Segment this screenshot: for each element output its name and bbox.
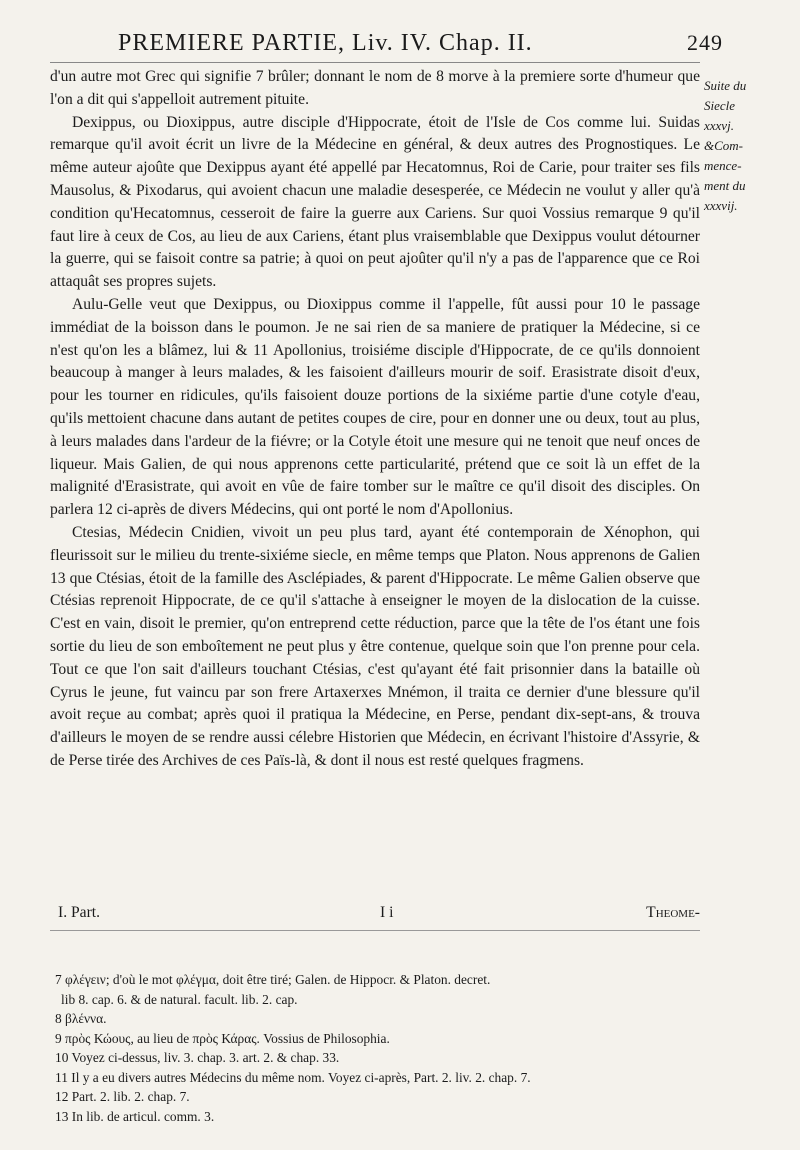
paragraph-dexippus: Dexippus, ou Dioxippus, autre disciple d'Hippocrate, étoit de l'Isle de Cos comme lui. Suidas remarque qu'il avoit écrit un livre de la Médecine en général, & deux autres des Prognostiques. Le même auteur ajoûte que Dexippus ayant été appellé par Hecatomnus, Roi de Carie, pour traiter ses fils Mausolus, & Pixodarus, qui avoient chacun une maladie desesperée, ce Médecin ne voulut y aller qu'à condition qu'Hecatomnus, cesseroit de faire la guerre aux Cariens. Sur quoi Vossius remarque 9 qu'il faut lire à ceux de Cos, au lieu de aux Cariens, étant plus vraisemblable que Dexippus voulut détourner la guerre, qui se faisoit contre sa patrie; à quoi on peut ajoûter qu'il n'y a pas de l'apparence que ce Roi attaquât ses propres sujets. bbox=[50, 113, 700, 291]
footnote: 7 φλέγειν; d'où le mot φλέγμα, doit être tiré; Galen. de Hippocr. & Platon. decret. bbox=[55, 972, 491, 987]
footnote: 8 βλέννα. bbox=[55, 1011, 107, 1026]
header-title: PREMIERE PARTIE, Liv. IV. Chap. II. bbox=[118, 30, 533, 56]
paragraph-aulu-gelle: Aulu-Gelle veut que Dexippus, ou Dioxippus comme il l'appelle, fût aussi pour 10 le passage immédiat de la boisson dans le poumon. Je ne sai rien de sa maniere de pratiquer la Médecine, si ce n'est qu'on les a blâmez, lui & 11 Apollonius, troisiéme disciple d'Hippocrate, de ce qu'ils donnoient beaucoup à manger à leurs malades, & les faisoient d'ailleurs mourir de soif. Erasistrate disoit d'eux, pour les tourner en ridicules, qu'ils faisoient douze portions de la sixiéme partie d'une cotyle d'eau, qu'ils mettoient chacune dans autant de petites coupes de cire, pour en donner une ou deux, tout au plus, à leurs malades dans l'ardeur de la fiévre; or la Cotyle étoit une mesure qui ne tenoit que neuf onces de liqueur. Mais Galien, de qui nous apprenons cette particularité, prétend que ce soit là un effet de la malignité d'Erasistrate, qui avoit en vûe de faire tomber sur le maître ce qu'il disoit des disciples. On parlera 12 ci-après de divers Médecins, qui ont porté le nom d'Apollonius. bbox=[50, 295, 700, 519]
part-signature: I. Part. bbox=[58, 904, 101, 921]
header-rule bbox=[50, 62, 700, 63]
margin-line: xxxvj. bbox=[704, 118, 734, 133]
main-text bbox=[50, 66, 700, 773]
margin-line: Siecle bbox=[704, 98, 736, 113]
footnotes bbox=[55, 970, 695, 1126]
margin-line: mence- bbox=[704, 158, 742, 173]
margin-note bbox=[704, 76, 794, 216]
signature-line bbox=[50, 904, 700, 926]
margin-line: &Com- bbox=[704, 138, 743, 153]
footnote: lib 8. cap. 6. & de natural. facult. lib. 2. cap. bbox=[61, 991, 298, 1007]
paragraph-continuation: d'un autre mot Grec qui signifie 7 brûler; donnant le nom de 8 morve à la premiere sorte d'humeur que l'on a dit qui s'appelloit autrement pituite. bbox=[50, 68, 700, 108]
footnote: 10 Voyez ci-dessus, liv. 3. chap. 3. art. 2. & chap. 33. bbox=[55, 1050, 340, 1065]
footnote-rule bbox=[50, 930, 700, 931]
gathering-signature: I i bbox=[380, 904, 394, 921]
footnote: 9 πρὸς Κώους, au lieu de πρὸς Κάρας. Vossius de Philosophia. bbox=[55, 1030, 390, 1046]
margin-line: Suite du bbox=[704, 78, 747, 93]
footnote: 11 Il y a eu divers autres Médecins du même nom. Voyez ci-après, Part. 2. liv. 2. chap. 7. bbox=[55, 1069, 531, 1085]
footnote: 12 Part. 2. lib. 2. chap. 7. bbox=[55, 1089, 190, 1104]
catchword: Theome- bbox=[646, 904, 700, 921]
margin-line: ment du bbox=[704, 178, 746, 193]
paragraph-ctesias: Ctesias, Médecin Cnidien, vivoit un peu plus tard, ayant été contemporain de Xénophon, qui fleurissoit sur le milieu du trente-sixiéme siecle, en même temps que Platon. Nous apprenons de Galien 13 que Ctésias, étoit de la famille des Asclépiades, & parent d'Hippocrate. Le même Galien observe que Ctésias reprenoit Hippocrate, de ce qu'il s'attache à enseigner le moyen de la dislocation de la cuisse. C'est en vain, disoit le premier, qu'on entreprend cette réduction, parce que la tête de l'os étant une fois sortie du lieu de son emboîtement ne peut plus y être contenue, quelque soin que l'on prenne pour cela. Tout ce que l'on sait d'ailleurs touchant Ctésias, c'est qu'ayant été fait prisonnier dans la bataille où Cyrus le jeune, fut vaincu par son frere Artaxerxes Mnémon, il traita ce dernier d'une blessure qu'il avoit reçue au combat; après quoi il pratiqua la Médecine, en Perse, pendant dix-sept-ans, & trouva d'ailleurs le moyen de se rendre aussi célebre Historien que Médecin, en écrivant l'histoire d'Assyrie, & de Perse tirée des Archives de ces Païs-là, & dont il nous est resté quelques fragmens. bbox=[50, 523, 700, 769]
footnote: 13 In lib. de articul. comm. 3. bbox=[55, 1108, 215, 1124]
margin-line: xxxvij. bbox=[704, 198, 738, 213]
running-header bbox=[118, 28, 723, 62]
page-number: 249 bbox=[687, 30, 723, 55]
